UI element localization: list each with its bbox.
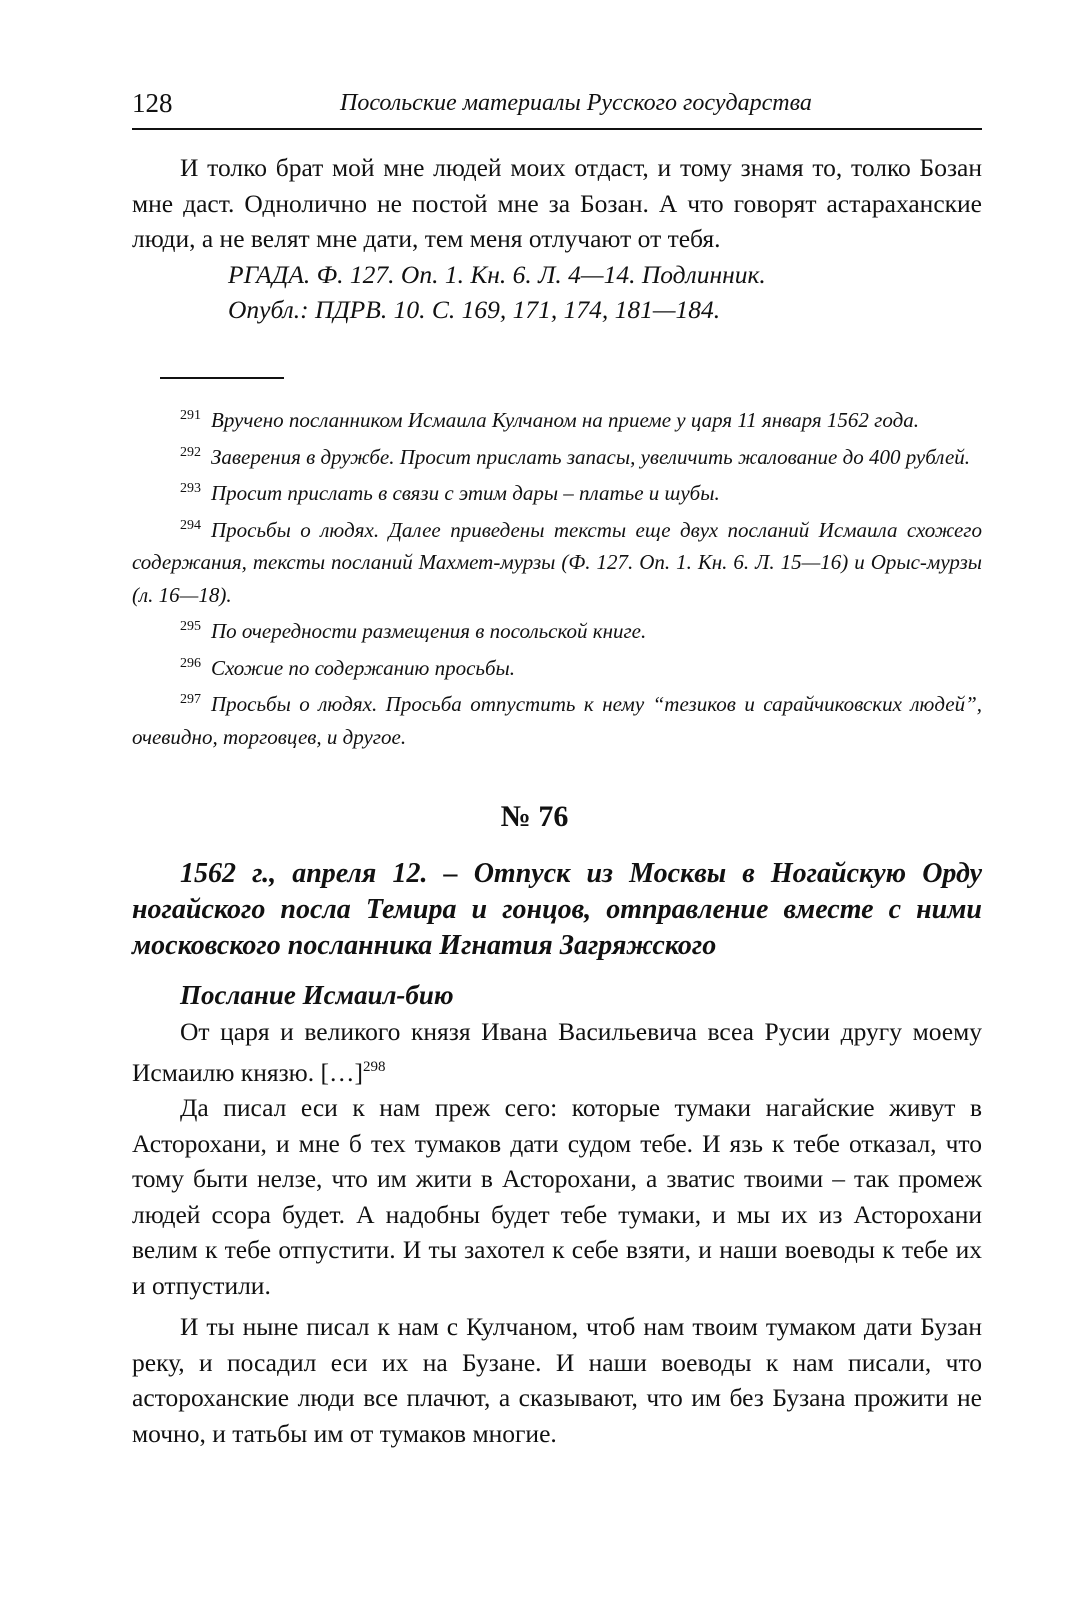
footnote xyxy=(132,684,982,753)
footnote-number: 296 xyxy=(180,655,201,671)
footnote-text: Просит прислать в связи с этим дары – платье и шубы. xyxy=(211,481,720,505)
footnote xyxy=(132,611,982,648)
document-heading: 1562 г., апреля 12. – Отпуск из Москвы в Ногайскую Орду ногайского посла Темира и гонцов, отправление вместе с ними московского посланника Игнатия Загряжского xyxy=(132,858,982,961)
publication-reference: Опубл.: ПДРВ. 10. С. 169, 171, 174, 181—184. xyxy=(228,295,721,324)
footnote-number: 292 xyxy=(180,444,201,460)
footnote-text: Схожие по содержанию просьбы. xyxy=(211,655,515,680)
body-paragraph: Да писал еси к нам преж сего: которые тумаки нагайские живут в Асторохани, и мне б тех тумаков дати судом тебе. И язь к тебе отказал, что тому быти нелзе, что им жити в Асторохани, а зватис твоими – так промеж людей ссора будет. А надобны будет тебе тумаки, и мы их из Асторохани велим к тебе отпустити. И ты захотел к себе взяти, и наши воеводы к тебе их и отпустили. xyxy=(132,1093,982,1300)
document-body xyxy=(132,1014,982,1451)
running-title: Посольские материалы Русского государства xyxy=(340,90,812,116)
footnote xyxy=(132,510,982,612)
document-number: № 76 xyxy=(500,800,569,833)
continuation-paragraph: И толко брат мой мне людей моих отдаст, и тому знамя то, толко Бозан мне даст. Однолично не постой мне за Бозан. А что говорят астараханские люди, а не велят мне дати, тем меня отлучают от тебя. xyxy=(132,153,982,253)
footnote-number: 294 xyxy=(180,517,201,533)
footnote-text: Вручено посланником Исмаила Кулчаном на приеме у царя 11 января 1562 года. xyxy=(211,408,919,432)
footnote-divider xyxy=(160,377,284,379)
footnote xyxy=(132,648,982,685)
footnote xyxy=(132,473,982,510)
footnote xyxy=(132,437,982,474)
document-subheading: Послание Исмаил-бию xyxy=(180,980,454,1010)
footnote-number: 297 xyxy=(180,692,201,707)
footnote-text: Просьбы о людях. Просьба отпустить к нему “тезиков и сарайчиковских людей”, очевидно, торговцев, и другое. xyxy=(132,692,982,749)
footnote-text: Заверения в дружбе. Просит прислать запасы, увеличить жалование до 400 рублей. xyxy=(211,444,971,469)
page-header xyxy=(132,88,982,130)
address-text: От царя и великого князя Ивана Васильевича всеа Русии другу моему Исмаилю князю. […] xyxy=(132,1017,982,1087)
archive-reference: РГАДА. Ф. 127. Оп. 1. Кн. 6. Л. 4—14. Подлинник. xyxy=(228,259,766,289)
page-number: 128 xyxy=(132,88,173,118)
footnotes-block xyxy=(132,400,982,753)
footnote-number: 291 xyxy=(180,408,201,423)
footnote-text: По очередности размещения в посольской книге. xyxy=(211,619,647,643)
address-paragraph xyxy=(132,1014,982,1090)
body-paragraph: И ты ныне писал к нам с Кулчаном, чтоб нам твоим тумаком дати Бузан реку, и посадил еси их на Бузане. И наши воеводы к нам писали, что астороханские люди все плачют, а сказывают, что им без Бузана прожити не мочно, и татьбы им от тумаков многие. xyxy=(132,1312,982,1448)
footnote xyxy=(132,400,982,437)
footnote-number: 293 xyxy=(180,481,201,496)
footnote-text: Просьбы о людях. Далее приведены тексты еще двух посланий Исмаила схожего содержания, тексты посланий Махмет-мурзы (Ф. 127. Оп. 1. Кн. 6. Л. 15—16) и Орыс-мурзы (л. 16—18). xyxy=(132,517,982,607)
footnote-reference: 298 xyxy=(362,1058,386,1075)
top-text-block xyxy=(132,150,982,328)
footnote-number: 295 xyxy=(180,619,201,634)
